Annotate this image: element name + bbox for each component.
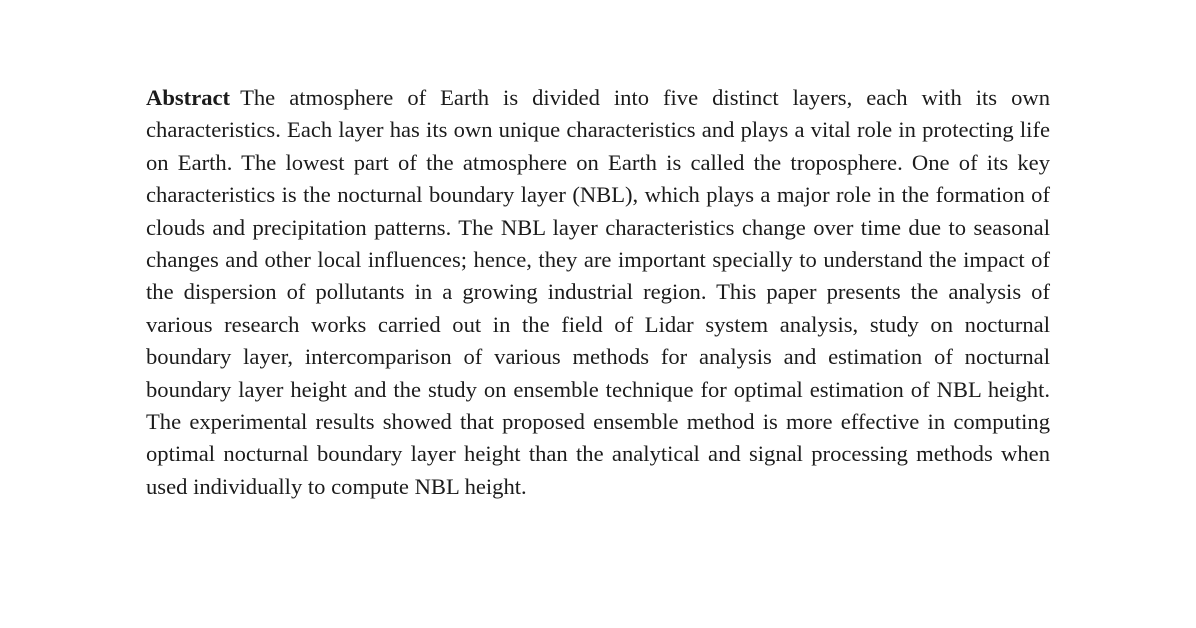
abstract-paragraph bbox=[146, 82, 1050, 503]
abstract-heading: Abstract bbox=[146, 85, 231, 110]
abstract-body: The atmosphere of Earth is divided into five distinct layers, each with its own characteristics. Each layer has its own unique characteristics and plays a vital role in protecting life on Earth. The lowest part of the atmosphere on Earth is called the troposphere. One of its key characteristics is the nocturnal boundary layer (NBL), which plays a major role in the formation of clouds and precipitation patterns. The NBL layer characteristics change over time due to seasonal changes and other local influences; hence, they are important specially to understand the impact of the dispersion of pollutants in a growing industrial region. This paper presents the analysis of various research works carried out in the field of Lidar system analysis, study on nocturnal boundary layer, intercomparison of various methods for analysis and estimation of nocturnal boundary layer height and the study on ensemble technique for optimal estimation of NBL height. The experimental results showed that proposed ensemble method is more effective in computing optimal nocturnal boundary layer height than the analytical and signal processing methods when used individually to compute NBL height. bbox=[146, 85, 1050, 499]
